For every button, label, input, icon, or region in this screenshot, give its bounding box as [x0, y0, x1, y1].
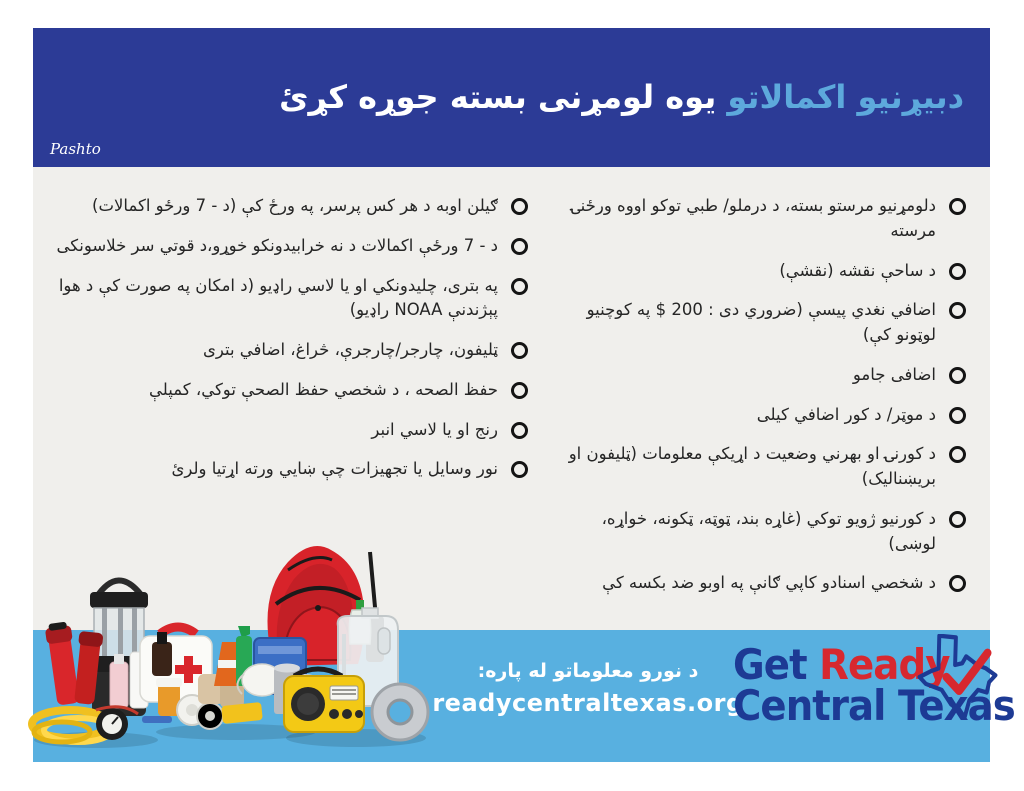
checklist-item: [51, 274, 528, 324]
checklist-item-label: په بتری، چلیدونکي او یا لاسي راډیو (د امکان په صورت کې د هوا پېژندنې NOAA راډیو): [58, 275, 498, 320]
checklist-item-label: د کورنۍ او بهرني وضعیت د اړیکې معلومات (ټلیفون او بریښنالیک): [568, 444, 936, 488]
checkbox-circle-icon[interactable]: [511, 382, 528, 399]
logo-line2: Central Texas: [733, 681, 1015, 731]
checkbox-circle-icon[interactable]: [511, 342, 528, 359]
checklist-item: [51, 234, 528, 259]
checklist-item-label: د کورنیو ژویو توکي (غاړه بند، ټوټه، ټکونه، خواړه، لوښی): [601, 508, 936, 553]
duct-tape: [372, 684, 428, 740]
checkbox-circle-icon[interactable]: [949, 511, 966, 528]
checklist-item-label: دلومړنیو مرستو بسته، د درملو/ طبي توکو اووه ورځنۍ مرسته: [571, 196, 936, 240]
flashlights: [44, 621, 103, 706]
checklist-item: [51, 378, 528, 403]
page-title-rest: یوه لومړنی بسته جوړه کړئ: [279, 78, 717, 116]
checkbox-circle-icon[interactable]: [511, 422, 528, 439]
emergency-supplies-photo: [26, 534, 444, 760]
get-ready-central-texas-logo: [733, 640, 1015, 731]
checklist-item: [51, 457, 528, 482]
checklist-item-label: د ساحې نقشه (نقشې): [779, 260, 936, 280]
checklist-item-label: نور وسایل یا تجهیزات چې ښایي ورته اړتیا ولرئ: [171, 459, 498, 479]
logo-get: Get: [733, 640, 820, 689]
page-title-highlight: دبیړنیو اکمالاتو: [727, 78, 964, 116]
checkbox-circle-icon[interactable]: [949, 367, 966, 384]
checkbox-circle-icon[interactable]: [511, 238, 528, 255]
checklist-item: [51, 418, 528, 443]
logo-ready: Ready: [819, 640, 950, 689]
checkbox-circle-icon[interactable]: [949, 446, 966, 463]
page-title: [279, 78, 964, 116]
emergency-radio: [284, 669, 364, 732]
more-info-label: د نورو معلوماتو له پاره:: [477, 660, 699, 682]
header-banner: [33, 28, 990, 167]
checklist-item-label: د موټر/ د کور اضافي کیلی: [756, 404, 936, 424]
checkbox-circle-icon[interactable]: [949, 575, 966, 592]
checklist-item-label: رنج او یا لاسي انبر: [371, 419, 498, 439]
checklist-item-label: ټلیفون، چارجر/چارجرې، څراغ، اضافي بتری: [202, 340, 498, 359]
checklist-item: [51, 338, 528, 363]
checklist-item-label: حفظ الصحه ، د شخصي حفظ الصحې توکي، کمپلې: [149, 379, 498, 399]
checklist-item: [566, 363, 966, 388]
checklist-item: [566, 298, 966, 348]
checklist-item: [566, 442, 966, 492]
texas-state-icon: [915, 634, 1000, 720]
website-link[interactable]: readycentraltexas.org: [432, 689, 744, 717]
checklist-item: [566, 403, 966, 428]
checkbox-circle-icon[interactable]: [949, 198, 966, 215]
checklist-item-label: اضافي نغدي پیسې (ضروري دی : 200 $ په کوچنیو لوټونو کې): [586, 300, 936, 344]
checklist-item-label: ګیلن اوبه د هر کس پرسر، په ورځ کې (د - 7 ورځو اکمالات): [92, 196, 498, 215]
checklist-item: [566, 259, 966, 284]
checklist-column-right: [566, 194, 966, 611]
checkbox-circle-icon[interactable]: [511, 198, 528, 215]
checklist-item-label: د - 7 ورځې اکمالات د نه خرابیدونکو خوړو،د قوتي سر خلاسونکی: [56, 235, 498, 255]
language-label: Pashto: [50, 140, 101, 158]
more-info-block: [428, 660, 748, 717]
checklist-item-label: د شخصي اسنادو کاپي ګانې په اوبو ضد بکسه کې: [602, 573, 936, 593]
checkbox-circle-icon[interactable]: [511, 278, 528, 295]
checklist-item: [566, 194, 966, 244]
checklist-item: [51, 194, 528, 219]
checkbox-circle-icon[interactable]: [949, 302, 966, 319]
checklist-item-label: اضافی جامو: [852, 364, 936, 384]
checkbox-circle-icon[interactable]: [511, 461, 528, 478]
checkbox-circle-icon[interactable]: [949, 263, 966, 280]
checklist-item: [566, 507, 966, 557]
checkbox-circle-icon[interactable]: [949, 407, 966, 424]
checklist-item: [566, 571, 966, 596]
